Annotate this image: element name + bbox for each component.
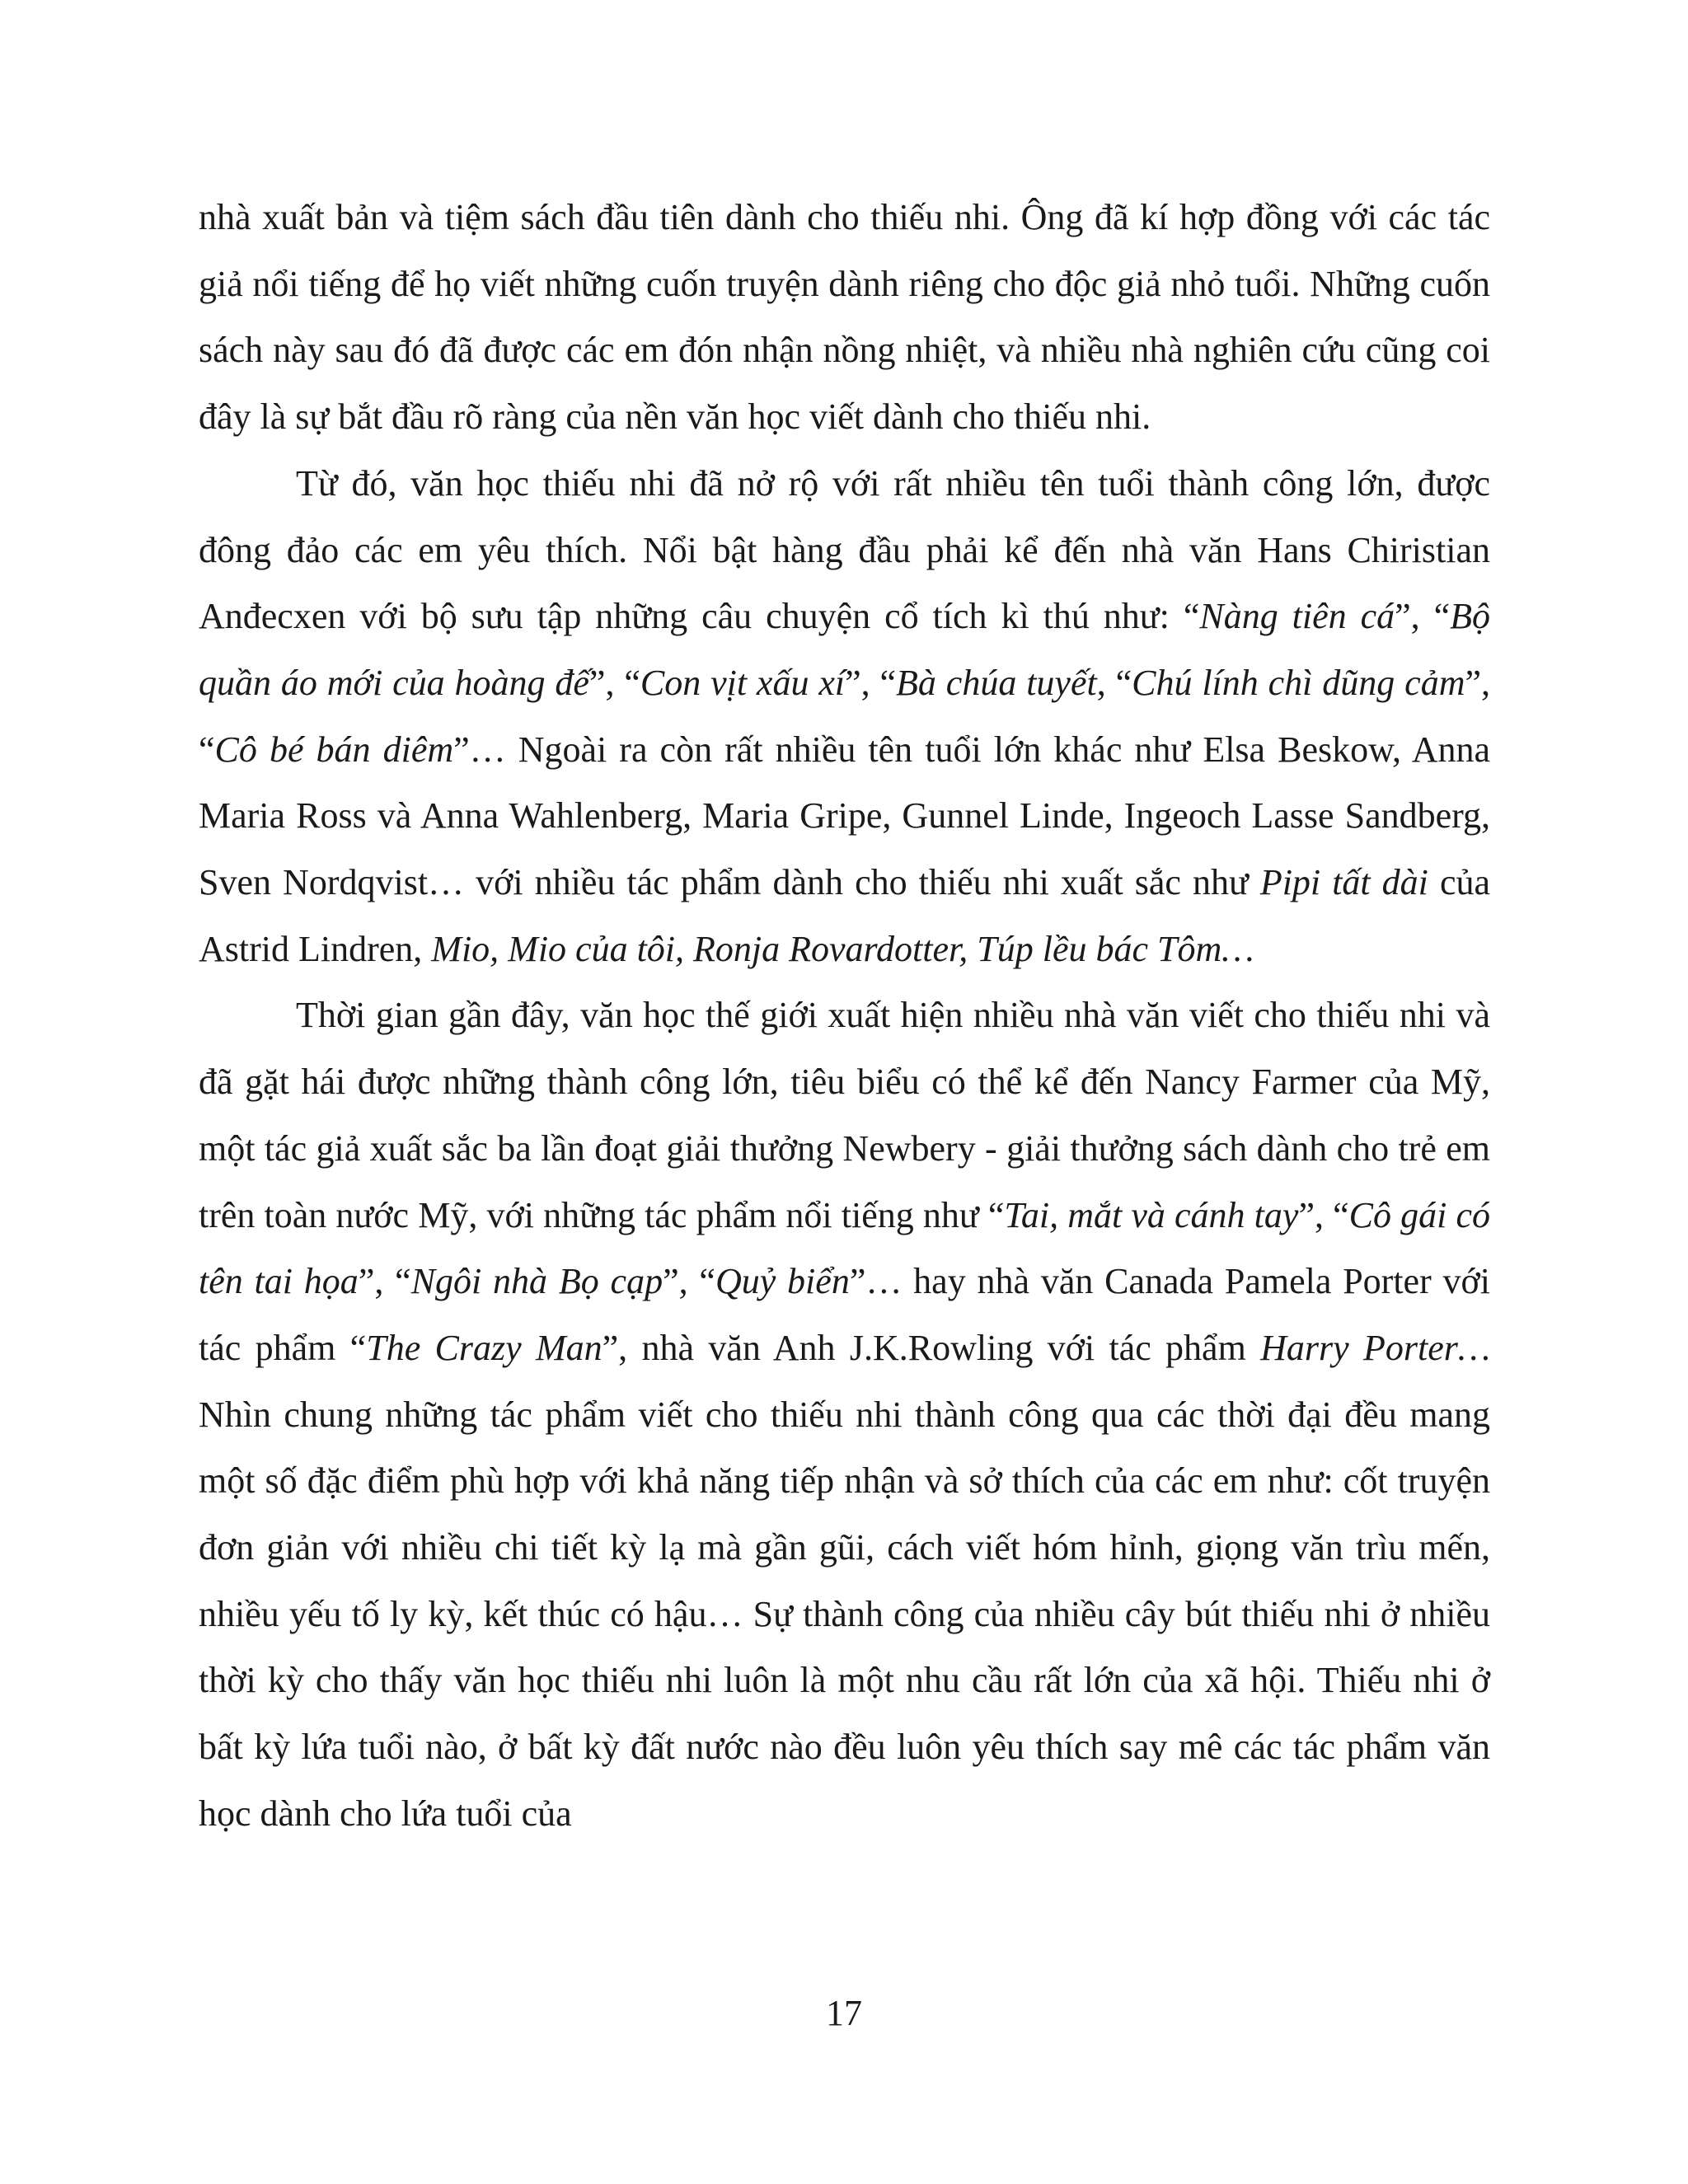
italic-title-text: The Crazy Man	[366, 1327, 603, 1368]
paragraph-2	[199, 451, 1490, 983]
paragraph-3	[199, 982, 1490, 1847]
italic-title-text: Quỷ biển	[715, 1261, 850, 1302]
body-text-run: ”, “	[1298, 1194, 1349, 1235]
italic-title-text: Pipi tất dài	[1259, 862, 1428, 903]
italic-title-text: Cô gái có tên tai họa	[199, 1194, 1491, 1302]
italic-title-text: Harry Porter…	[1260, 1327, 1490, 1368]
body-text-run: của Astrid Lindren,	[199, 862, 1491, 969]
body-text-run: ”… hay nhà văn Canada Pamela Porter với tác phẩm “	[199, 1261, 1491, 1368]
page-number: 17	[826, 1993, 862, 2033]
body-text-run: ”… Ngoài ra còn rất nhiều tên tuổi lớn khác như Elsa Beskow, Anna Maria Ross và Anna Wahlenberg, Maria Gripe, Gunnel Linde, Ingeoch Lasse Sandberg, Sven Nordqvist… với nhiều tác phẩm dành cho thiếu nhi xuất sắc như	[199, 729, 1490, 903]
body-text-run: nhà xuất bản và tiệm sách đầu tiên dành cho thiếu nhi. Ông đã kí hợp đồng với các tác giả nổi tiếng để họ viết những cuốn truyện dành riêng cho độc giả nhỏ tuổi. Những cuốn sách này sau đó đã được các em đón nhận nồng nhiệt, và nhiều nhà nghiên cứu cũng coi đây là sự bắt đầu rõ ràng của nền văn học viết dành cho thiếu nhi.	[199, 197, 1490, 438]
body-text-run: ”, nhà văn Anh J.K.Rowling với tác phẩm	[602, 1327, 1261, 1368]
paragraph-1	[199, 185, 1490, 451]
italic-title-text: Nàng tiên cá	[1199, 596, 1395, 637]
italic-title-text: Cô bé bán diêm	[214, 729, 454, 770]
body-text-run: ”, “	[845, 662, 897, 703]
italic-title-text: Tai, mắt và cánh tay	[1004, 1194, 1299, 1235]
italic-title-text: Chú lính chì dũng cảm	[1132, 662, 1465, 703]
body-text-run: ”, “	[199, 662, 1490, 770]
body-text-run: , “	[1096, 662, 1132, 703]
italic-title-text: Con vịt xấu xí	[640, 662, 846, 703]
body-text-run: ”, “	[1395, 596, 1451, 637]
italic-title-text: Ngôi nhà Bọ cạp	[410, 1261, 663, 1302]
body-text-run: ”, “	[358, 1261, 411, 1302]
italic-title-text: Bà chúa tuyết	[896, 662, 1097, 703]
body-text	[199, 185, 1490, 1848]
body-text-run: Từ đó, văn học thiếu nhi đã nở rộ với rất nhiều tên tuổi thành công lớn, được đông đảo các em yêu thích. Nổi bật hàng đầu phải kể đến nhà văn Hans Chiristian Anđecxen với bộ sưu tập những câu chuyện cổ tích kì thú như: “	[199, 462, 1490, 637]
body-text-run: Nhìn chung những tác phẩm viết cho thiếu nhi thành công qua các thời đại đều mang một số đặc điểm phù hợp với khả năng tiếp nhận và sở thích của các em như: cốt truyện đơn giản với nhiều chi tiết kỳ lạ mà gần gũi, cách viết hóm hỉnh, giọng văn trìu mến, nhiều yếu tố ly kỳ, kết thúc có hậu… Sự thành công của nhiều cây bút thiếu nhi ở nhiều thời kỳ cho thấy văn học thiếu nhi luôn là một nhu cầu rất lớn của xã hội. Thiếu nhi ở bất kỳ lứa tuổi nào, ở bất kỳ đất nước nào đều luôn yêu thích say mê các tác phẩm văn học dành cho lứa tuổi của	[199, 1394, 1490, 1834]
body-text-run: ”, “	[663, 1261, 715, 1302]
body-text-run: ”, “	[588, 662, 640, 703]
body-text-run: Thời gian gần đây, văn học thế giới xuất hiện nhiều nhà văn viết cho thiếu nhi và đã gặt hái được những thành công lớn, tiêu biểu có thể kể đến Nancy Farmer của Mỹ, một tác giả xuất sắc ba lần đoạt giải thưởng Newbery - giải thưởng sách dành cho trẻ em trên toàn nước Mỹ, với những tác phẩm nổi tiếng như “	[199, 995, 1490, 1235]
italic-title-text: Mio, Mio của tôi, Ronja Rovardotter, Túp lều bác Tôm…	[431, 928, 1254, 969]
italic-title-text: Bộ quần áo mới của hoàng đế	[199, 596, 1491, 703]
